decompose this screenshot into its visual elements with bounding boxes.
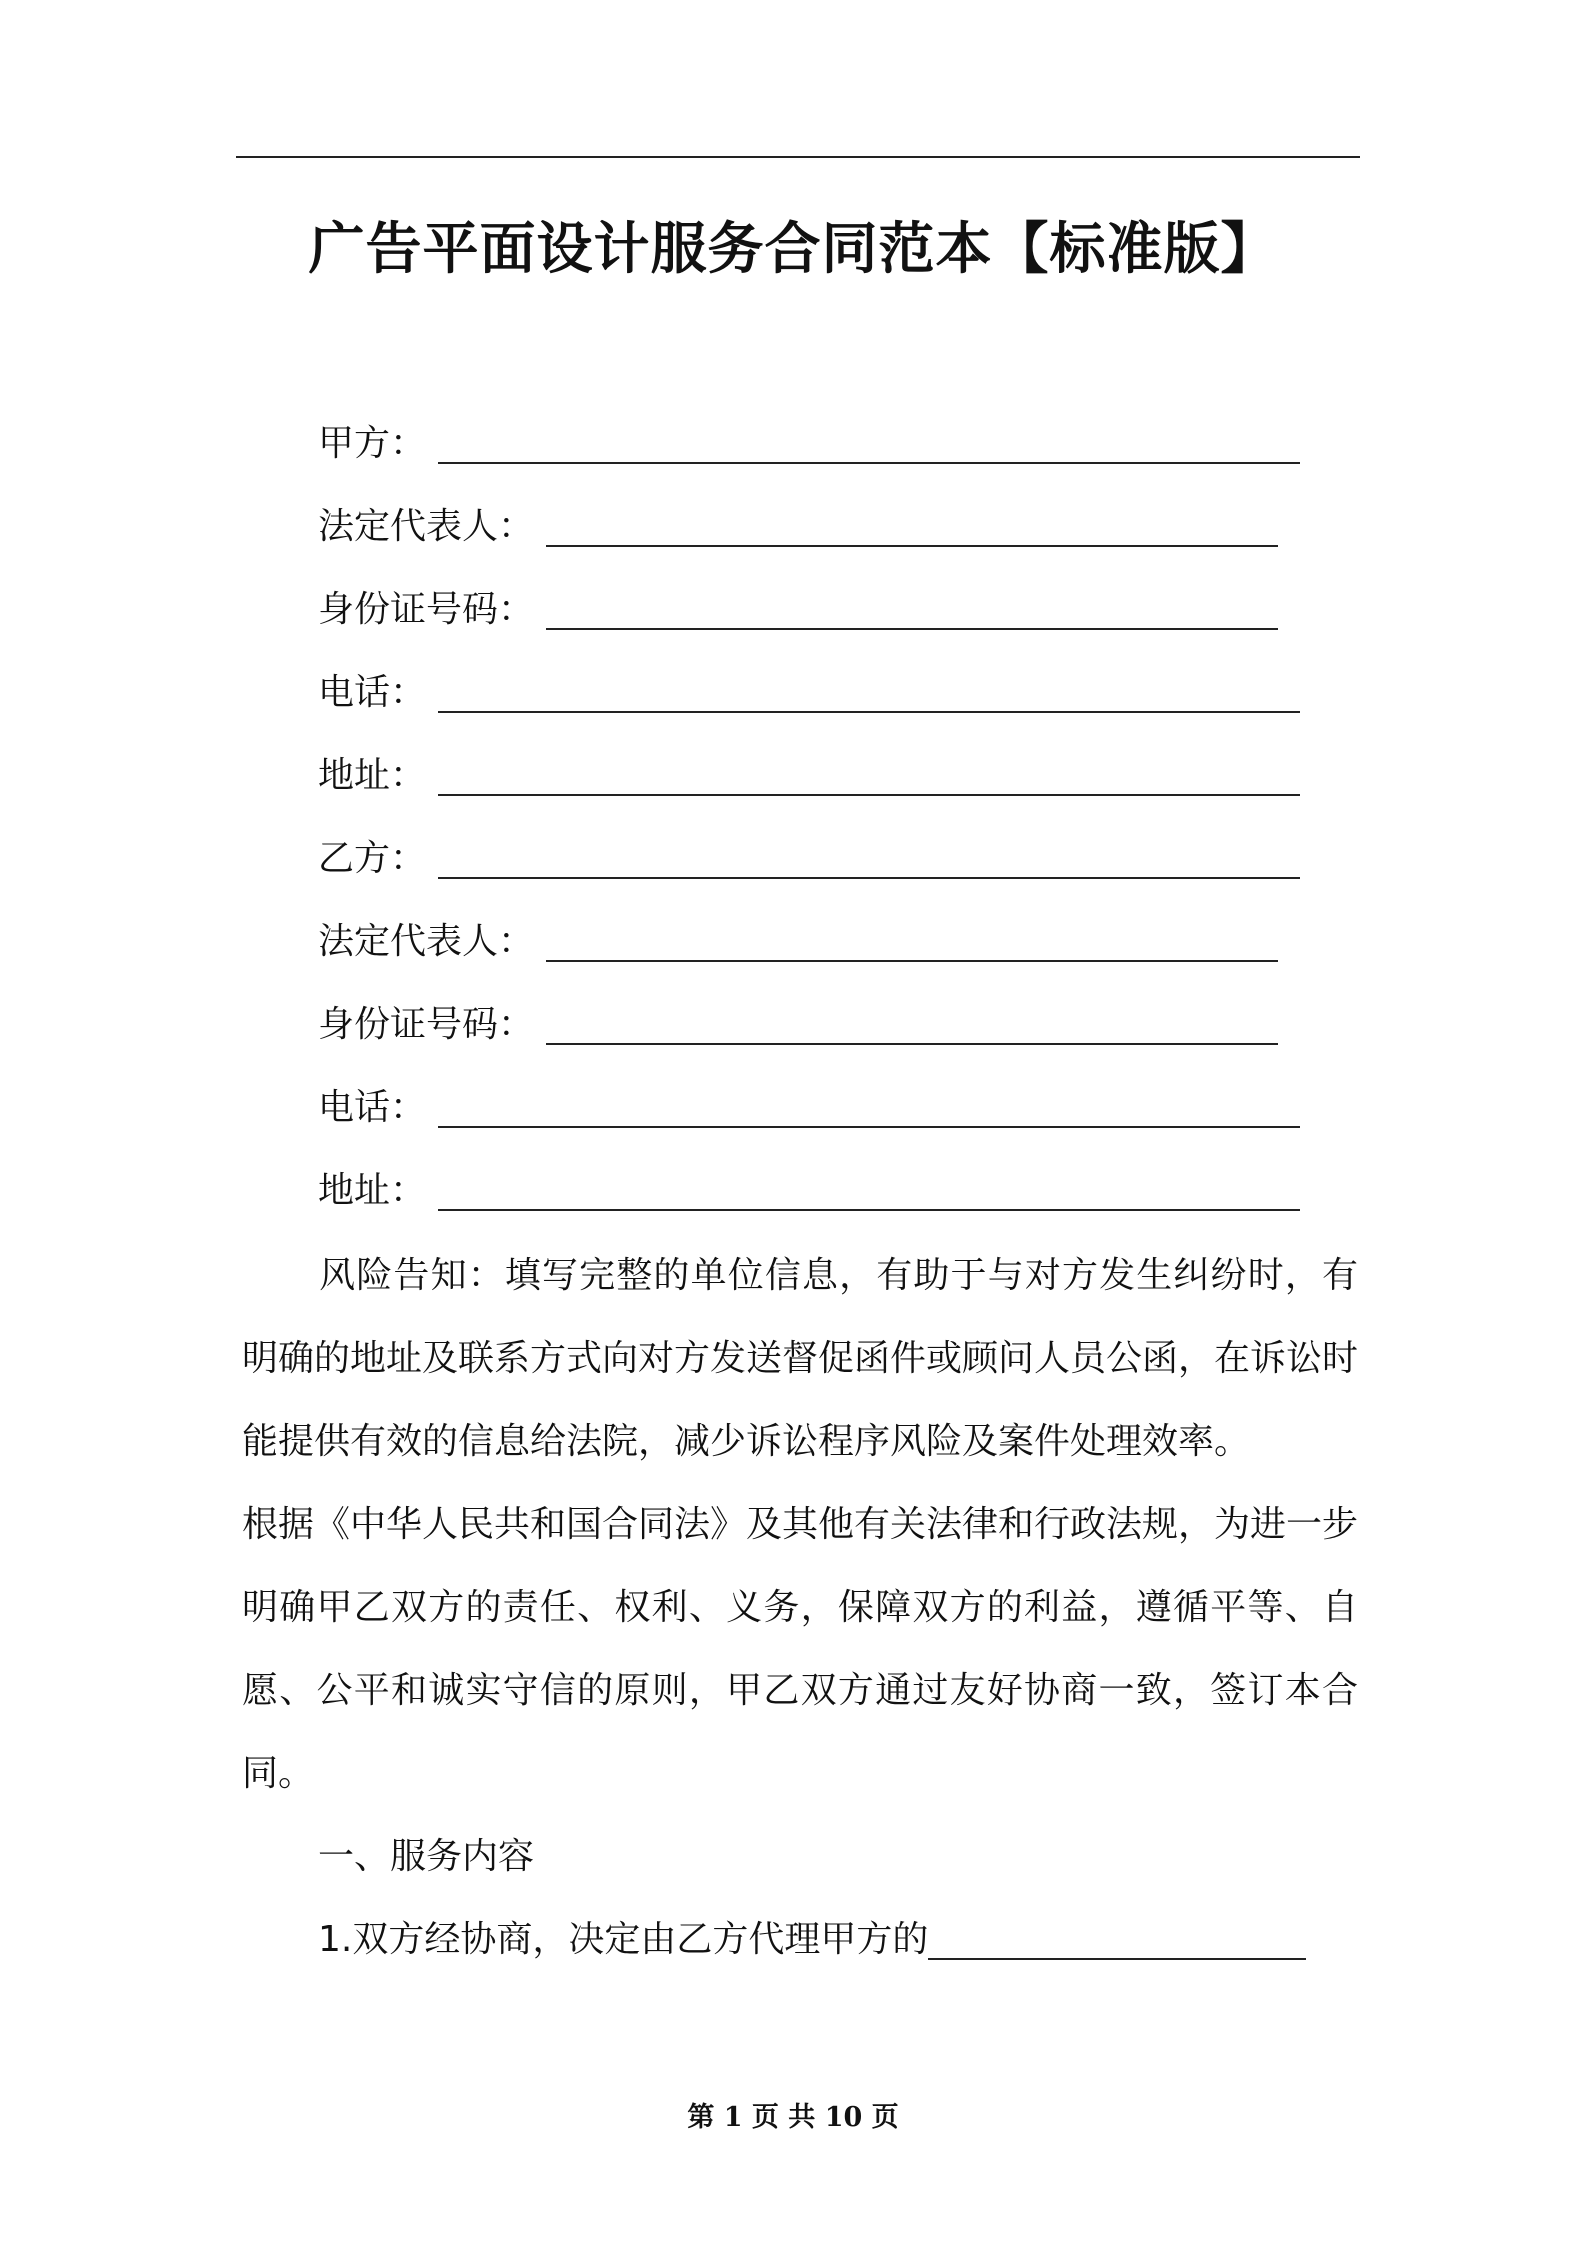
field-label: 地址： (318, 755, 427, 796)
party-b-legal-rep-field (318, 912, 1278, 972)
field-label: 身份证号码： (318, 589, 535, 630)
fill-in-blank[interactable] (438, 833, 1300, 879)
party-a-id-number-field (318, 580, 1278, 640)
party-b-address-field (318, 1161, 1300, 1221)
party-a-address-field (318, 746, 1300, 806)
clause-text: 1.双方经协商，决定由乙方代理甲方的 (318, 1919, 929, 1960)
page-number: 第 1 页 共 10 页 (687, 2102, 899, 2133)
party-a-phone-field (318, 663, 1300, 723)
party-b-name-field (318, 829, 1300, 889)
section-heading: 一、服务内容 (318, 1836, 535, 1877)
fill-in-blank[interactable] (438, 667, 1300, 713)
risk-notice-text: 风险告知：填写完整的单位信息，有助于与对方发生纠纷时，有明确的地址及联系方式向对方发送督促函件或顾问人员公函，在诉讼时能提供有效的信息给法院，减少诉讼程序风险及案件处理效率。 (242, 1255, 1359, 1462)
risk-notice-paragraph (242, 1234, 1358, 1483)
field-label: 地址： (318, 1170, 427, 1211)
field-label: 法定代表人： (318, 506, 535, 547)
fill-in-blank[interactable] (546, 999, 1278, 1045)
field-label: 电话： (318, 1087, 427, 1128)
party-a-name-field (318, 414, 1300, 474)
field-label: 乙方： (318, 838, 427, 879)
clause-1-1 (318, 1910, 1306, 1970)
fill-in-blank[interactable] (546, 501, 1278, 547)
fill-in-blank[interactable] (546, 916, 1278, 962)
field-label: 甲方： (318, 423, 427, 464)
party-b-id-number-field (318, 995, 1278, 1055)
fill-in-blank[interactable] (438, 1082, 1300, 1128)
party-b-phone-field (318, 1078, 1300, 1138)
fill-in-blank[interactable] (546, 584, 1278, 630)
field-label: 身份证号码： (318, 1004, 535, 1045)
field-label: 法定代表人： (318, 921, 535, 962)
document-title: 广告平面设计服务合同范本【标准版】 (308, 217, 1278, 282)
preamble-paragraph (242, 1483, 1358, 1815)
fill-in-blank[interactable] (438, 418, 1300, 464)
preamble-text: 根据《中华人民共和国合同法》及其他有关法律和行政法规，为进一步明确甲乙双方的责任、权利、义务，保障双方的利益，遵循平等、自愿、公平和诚实守信的原则，甲乙双方通过友好协商一致，签订本合同。 (242, 1504, 1359, 1794)
party-a-legal-rep-field (318, 497, 1278, 557)
fill-in-blank[interactable] (438, 750, 1300, 796)
header-rule (236, 156, 1360, 158)
fill-in-blank[interactable] (438, 1165, 1300, 1211)
field-label: 电话： (318, 672, 427, 713)
fill-in-blank[interactable] (928, 1914, 1306, 1960)
